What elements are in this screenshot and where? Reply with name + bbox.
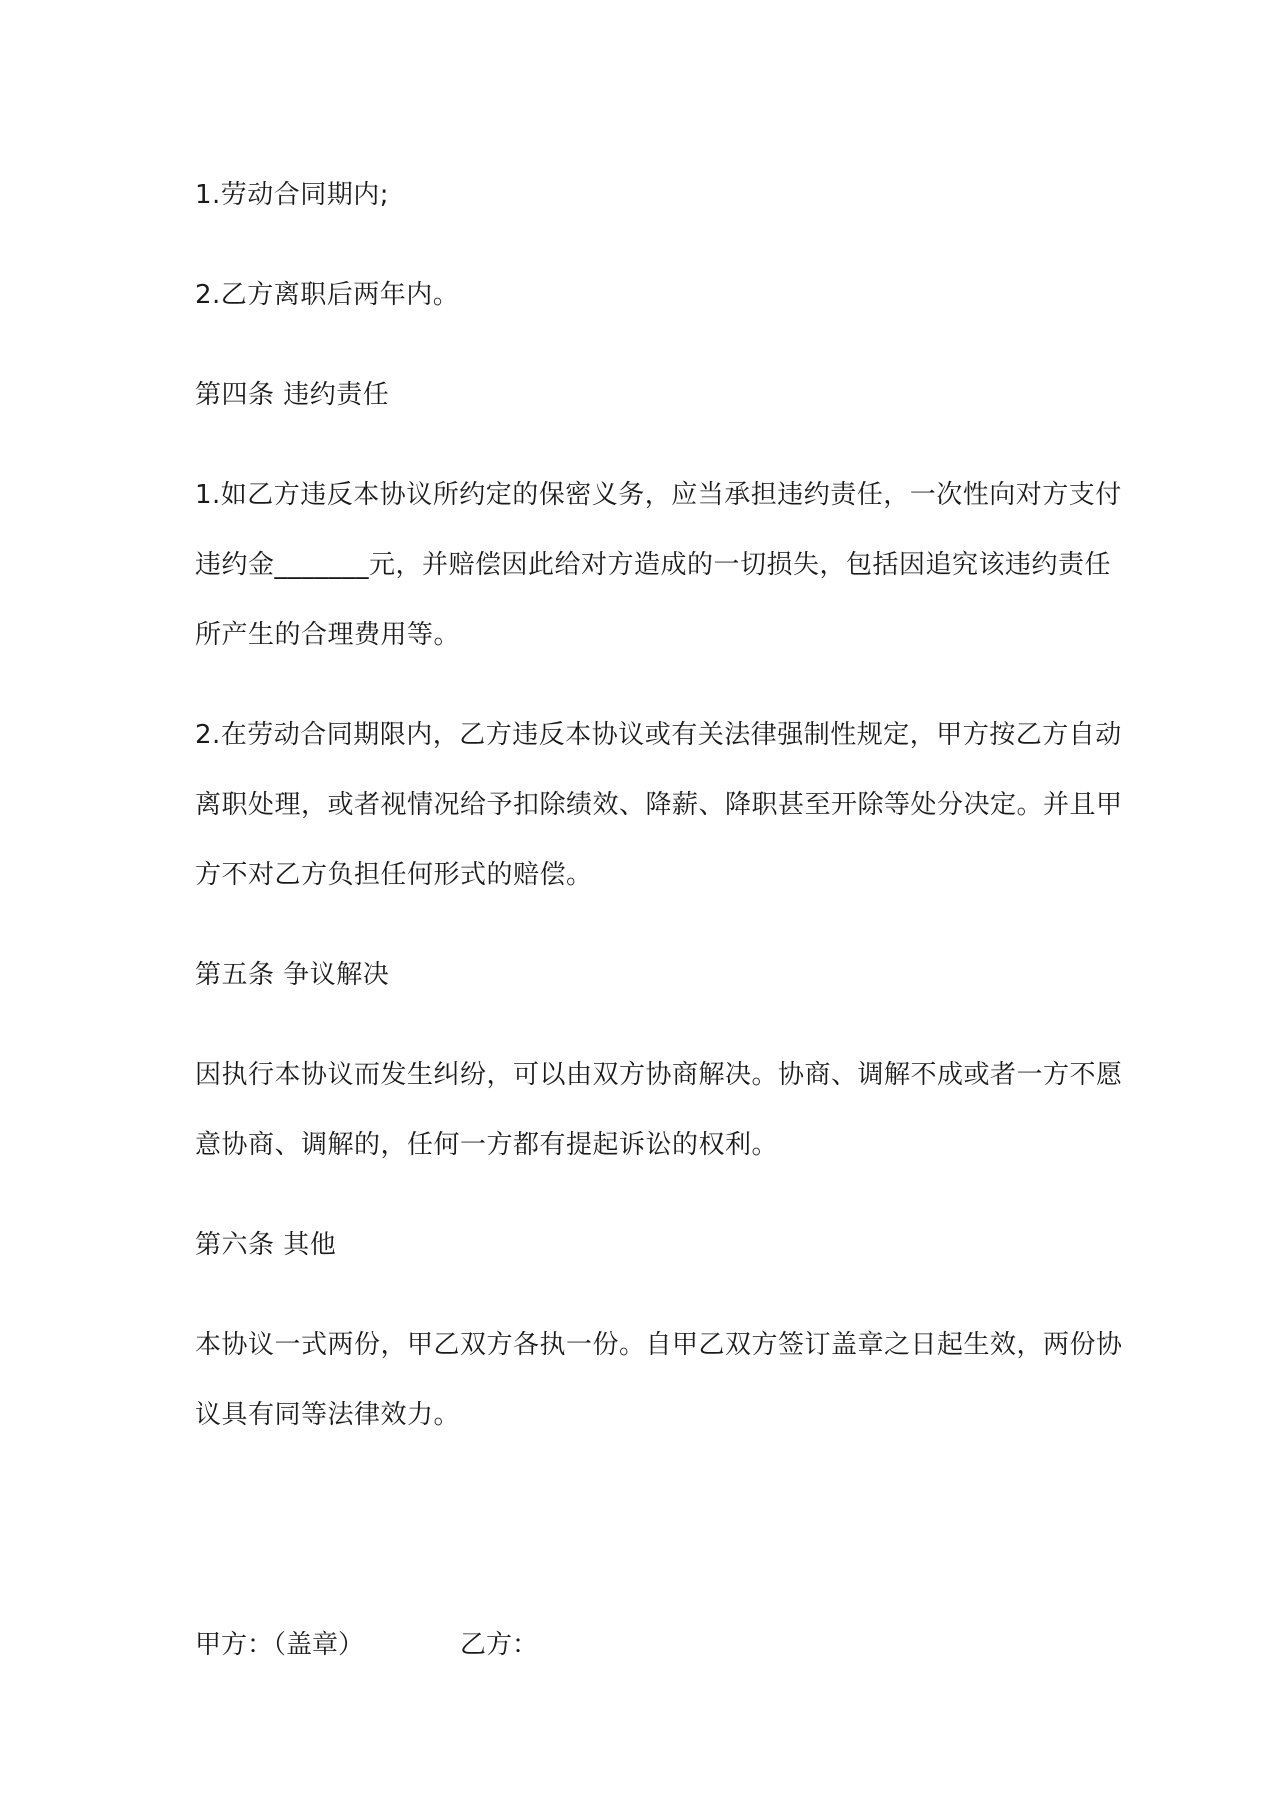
- document-body: [195, 160, 1123, 1680]
- paragraph-line: 2.在劳动合同期限内，乙方违反本协议或有关法律强制性规定，甲方按乙方自动: [195, 720, 1122, 750]
- signature-row: [195, 1610, 1095, 1680]
- party-a-signature-label: 甲方：（盖章）: [195, 1630, 365, 1660]
- article-6-paragraph: [195, 1310, 1123, 1450]
- paragraph-line: 违约金_______元，并赔偿因此给对方造成的一切损失，包括因追究该违约责任: [195, 550, 1112, 580]
- article-5-heading: 第五条 争议解决: [195, 960, 390, 990]
- article-6-heading: 第六条 其他: [195, 1230, 337, 1260]
- article-4-paragraph-1: [195, 460, 1122, 670]
- article-4-paragraph-2: [195, 700, 1123, 910]
- paragraph-line: 1.如乙方违反本协议所约定的保密义务，应当承担违约责任，一次性向对方支付: [195, 480, 1122, 510]
- period-item-1: 1.劳动合同期内;: [195, 180, 390, 210]
- period-item-2: 2.乙方离职后两年内。: [195, 280, 460, 310]
- paragraph-line: 所产生的合理费用等。: [195, 620, 461, 650]
- paragraph-line: 因执行本协议而发生纠纷，可以由双方协商解决。协商、调解不成或者一方不愿: [195, 1060, 1123, 1090]
- paragraph-line: 方不对乙方负担任何形式的赔偿。: [195, 860, 593, 890]
- paragraph-line: 离职处理，或者视情况给予扣除绩效、降薪、降职甚至开除等处分决定。并且甲: [195, 790, 1123, 820]
- paragraph-line: 本协议一式两份，甲乙双方各执一份。自甲乙双方签订盖章之日起生效，两份协: [195, 1330, 1123, 1360]
- paragraph-line: 意协商、调解的，任何一方都有提起诉讼的权利。: [195, 1130, 779, 1160]
- article-5-paragraph: [195, 1040, 1123, 1180]
- article-4-heading: 第四条 违约责任: [195, 380, 390, 410]
- party-b-signature-label: 乙方：: [460, 1630, 539, 1660]
- paragraph-line: 议具有同等法律效力。: [195, 1400, 461, 1430]
